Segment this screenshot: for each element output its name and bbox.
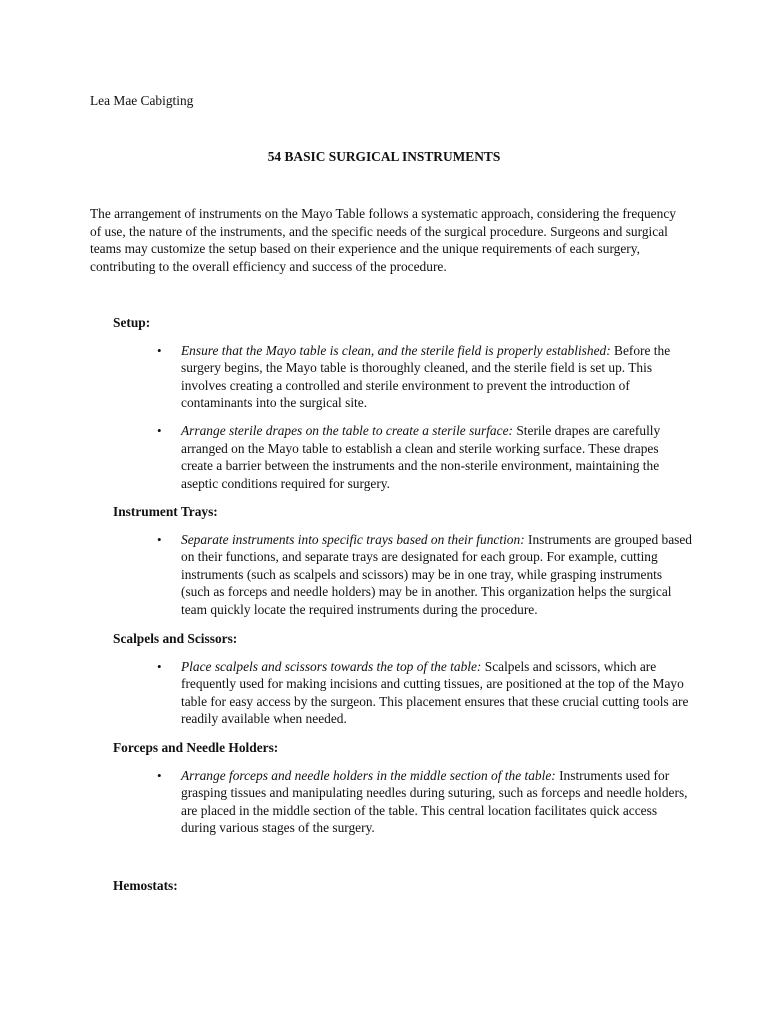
bullet-dot-icon: • (157, 422, 162, 438)
bullet-dot-icon: • (157, 531, 162, 547)
bullet-text: Instruments used for grasping tissues and manipulating needles during suturing, such as forceps and needle holders, are placed in the middle section of the table. This central location facilitates quick access during various stages of the surgery. (181, 767, 688, 836)
section-scalpels-scissors (113, 630, 693, 728)
bullet-dot-icon: • (157, 767, 162, 783)
bullet-lead: Place scalpels and scissors towards the top of the table: (181, 658, 485, 674)
bullet-item (113, 342, 693, 412)
bullet-dot-icon: • (157, 342, 162, 358)
document-title: 54 BASIC SURGICAL INSTRUMENTS (267, 149, 501, 164)
bullet-item (113, 767, 693, 837)
section-instrument-trays (113, 503, 693, 619)
bullet-dot-icon: • (157, 658, 162, 674)
bullet-lead: Ensure that the Mayo table is clean, and the sterile field is properly established: (181, 342, 615, 358)
bullet-lead: Separate instruments into specific trays based on their function: (181, 531, 528, 547)
bullet-item (113, 658, 693, 728)
bullet-text: Scalpels and scissors, which are frequently used for making incisions and cutting tissues, are positioned at the top of the Mayo table for easy access by the surgeon. This placement ensures that these crucial cutting tools are readily available when needed. (181, 658, 689, 727)
section-heading-setup: Setup: (113, 315, 151, 330)
bullet-lead: Arrange sterile drapes on the table to create a sterile surface: (181, 422, 517, 438)
section-heading-instrument-trays: Instrument Trays: (113, 504, 218, 519)
section-hemostats (113, 877, 693, 895)
section-heading-scalpels-scissors: Scalpels and Scissors: (113, 631, 238, 646)
bullet-lead: Arrange forceps and needle holders in the middle section of the table: (181, 767, 560, 783)
intro-paragraph: The arrangement of instruments on the Mayo Table follows a systematic approach, considering the frequency of use, the nature of the instruments, and the specific needs of the surgical procedure. Surgeons and surgical teams may customize the setup based on their experience and the unique requirements of each surgery, contributing to the overall efficiency and success of the procedure. (90, 206, 676, 274)
bullet-text: Sterile drapes are carefully arranged on the Mayo table to establish a clean and sterile working surface. These drapes create a barrier between the instruments and the non-sterile environment, maintaining the aseptic conditions required for surgery. (181, 422, 661, 491)
bullet-item (113, 531, 693, 619)
section-setup (113, 314, 693, 492)
bullet-text: Before the surgery begins, the Mayo table is thoroughly cleaned, and the sterile field is set up. This involves creating a controlled and sterile environment to prevent the introduction of contaminants into the surgical site. (181, 342, 671, 411)
author-name: Lea Mae Cabigting (90, 93, 194, 108)
bullet-text: Instruments are grouped based on their functions, and separate trays are designated for each group. For example, cutting instruments (such as scalpels and scissors) may be in one tray, while grasping instruments (such as forceps and needle holders) may be in another. This organization helps the surgical team quickly locate the required instruments during the procedure. (181, 531, 692, 617)
section-heading-forceps-needle-holders: Forceps and Needle Holders: (113, 740, 279, 755)
section-forceps-needle-holders (113, 739, 693, 837)
section-heading-hemostats: Hemostats: (113, 878, 178, 893)
bullet-item (113, 422, 693, 492)
